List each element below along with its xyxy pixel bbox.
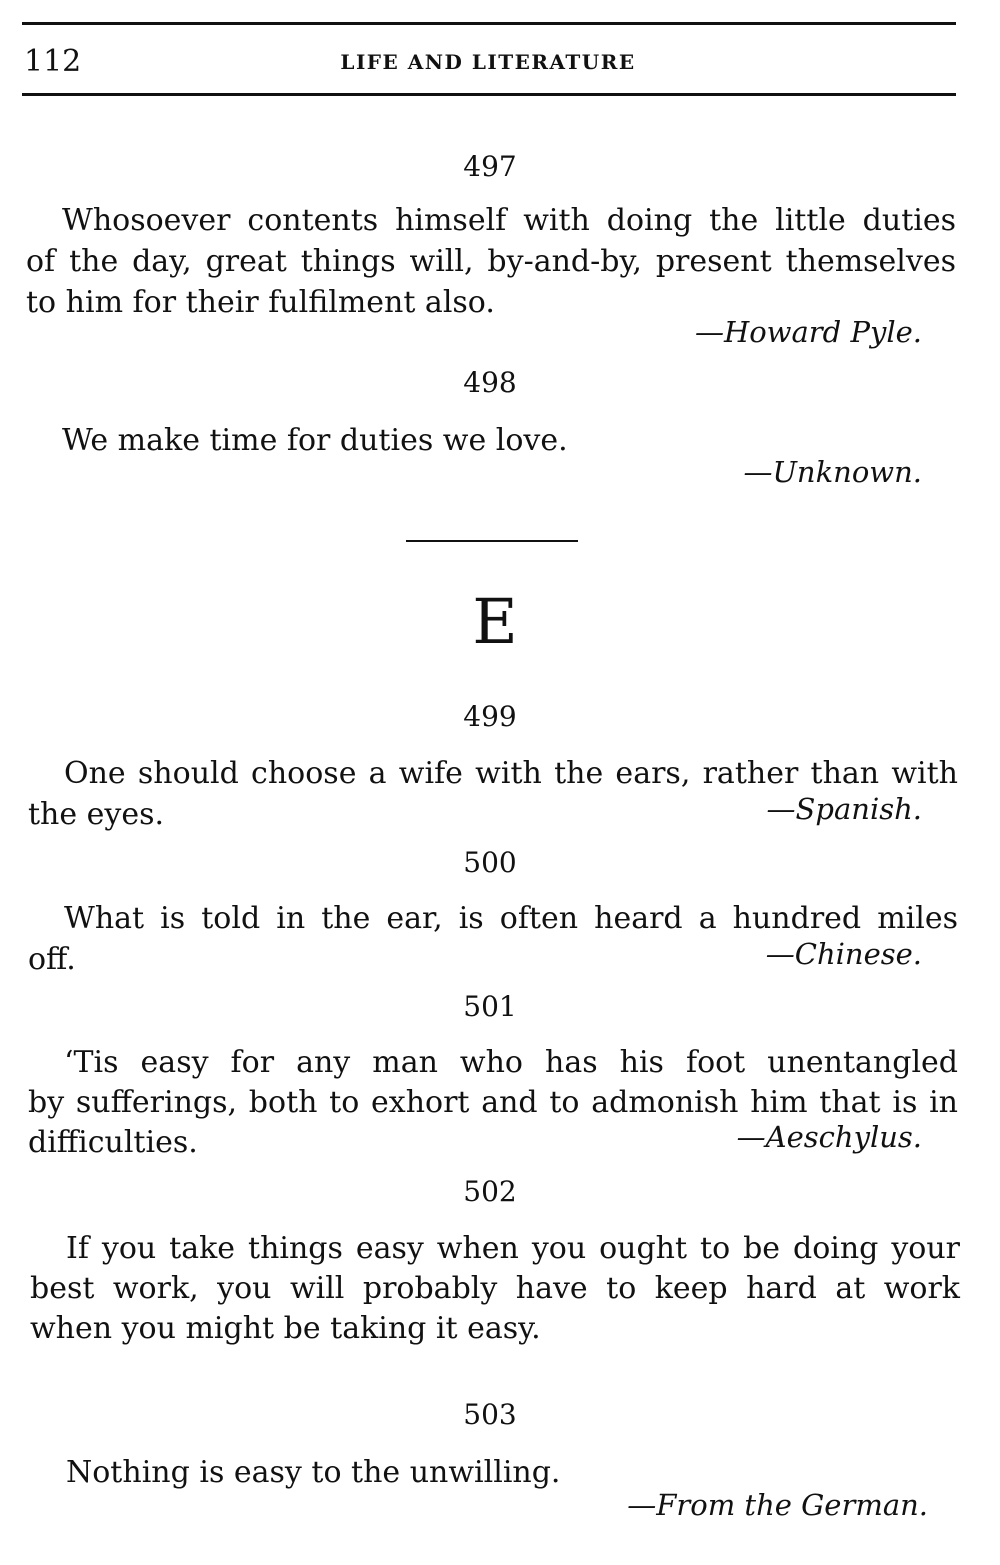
section-letter: E bbox=[472, 585, 518, 658]
entry-500-line-1: What is told in the ear, is often heard a hundred miles bbox=[64, 901, 958, 936]
entry-number-498: 498 bbox=[463, 366, 517, 399]
entry-number-497: 497 bbox=[463, 150, 517, 183]
entry-499-attribution: —Spanish. bbox=[766, 792, 922, 826]
entry-498-attribution: —Unknown. bbox=[743, 455, 922, 489]
entry-497-line-2: of the day, great things will, by-and-by, present themselves bbox=[26, 244, 956, 279]
entry-502-line-1: If you take things easy when you ought to be doing your bbox=[66, 1231, 960, 1266]
entry-number-502: 502 bbox=[463, 1175, 517, 1208]
entry-501-line-3: difficulties. bbox=[28, 1125, 198, 1160]
entry-501-line-2: by sufferings, both to exhort and to admonish him that is in bbox=[28, 1085, 958, 1120]
header-bottom-rule bbox=[22, 93, 956, 96]
entry-499-line-2: the eyes. bbox=[28, 797, 165, 832]
entry-498-line-1: We make time for duties we love. bbox=[62, 423, 568, 458]
entry-502-line-3: when you might be taking it easy. bbox=[30, 1311, 541, 1346]
entry-number-500: 500 bbox=[463, 846, 517, 879]
entry-number-499: 499 bbox=[463, 700, 517, 733]
entry-500-attribution: —Chinese. bbox=[765, 937, 922, 971]
running-title: LIFE AND LITERATURE bbox=[340, 50, 636, 74]
entry-497-line-1: Whosoever contents himself with doing the little duties bbox=[62, 203, 956, 238]
header-top-rule bbox=[22, 22, 956, 25]
entry-500-line-2: off. bbox=[28, 942, 76, 977]
entry-502-line-2: best work, you will probably have to keep hard at work bbox=[30, 1271, 960, 1306]
entry-number-503: 503 bbox=[463, 1398, 517, 1431]
page-number: 112 bbox=[24, 44, 82, 79]
entry-497-line-3: to him for their fulfilment also. bbox=[26, 285, 495, 320]
entry-503-attribution: —From the German. bbox=[627, 1488, 928, 1522]
entry-number-501: 501 bbox=[463, 990, 517, 1023]
section-divider bbox=[406, 540, 578, 542]
entry-499-line-1: One should choose a wife with the ears, rather than with bbox=[64, 756, 958, 791]
entry-501-line-1: ‘Tis easy for any man who has his foot unentangled bbox=[64, 1045, 958, 1080]
entry-503-line-1: Nothing is easy to the unwilling. bbox=[66, 1455, 561, 1490]
entry-501-attribution: —Aeschylus. bbox=[736, 1120, 922, 1154]
entry-497-attribution: —Howard Pyle. bbox=[694, 315, 922, 349]
